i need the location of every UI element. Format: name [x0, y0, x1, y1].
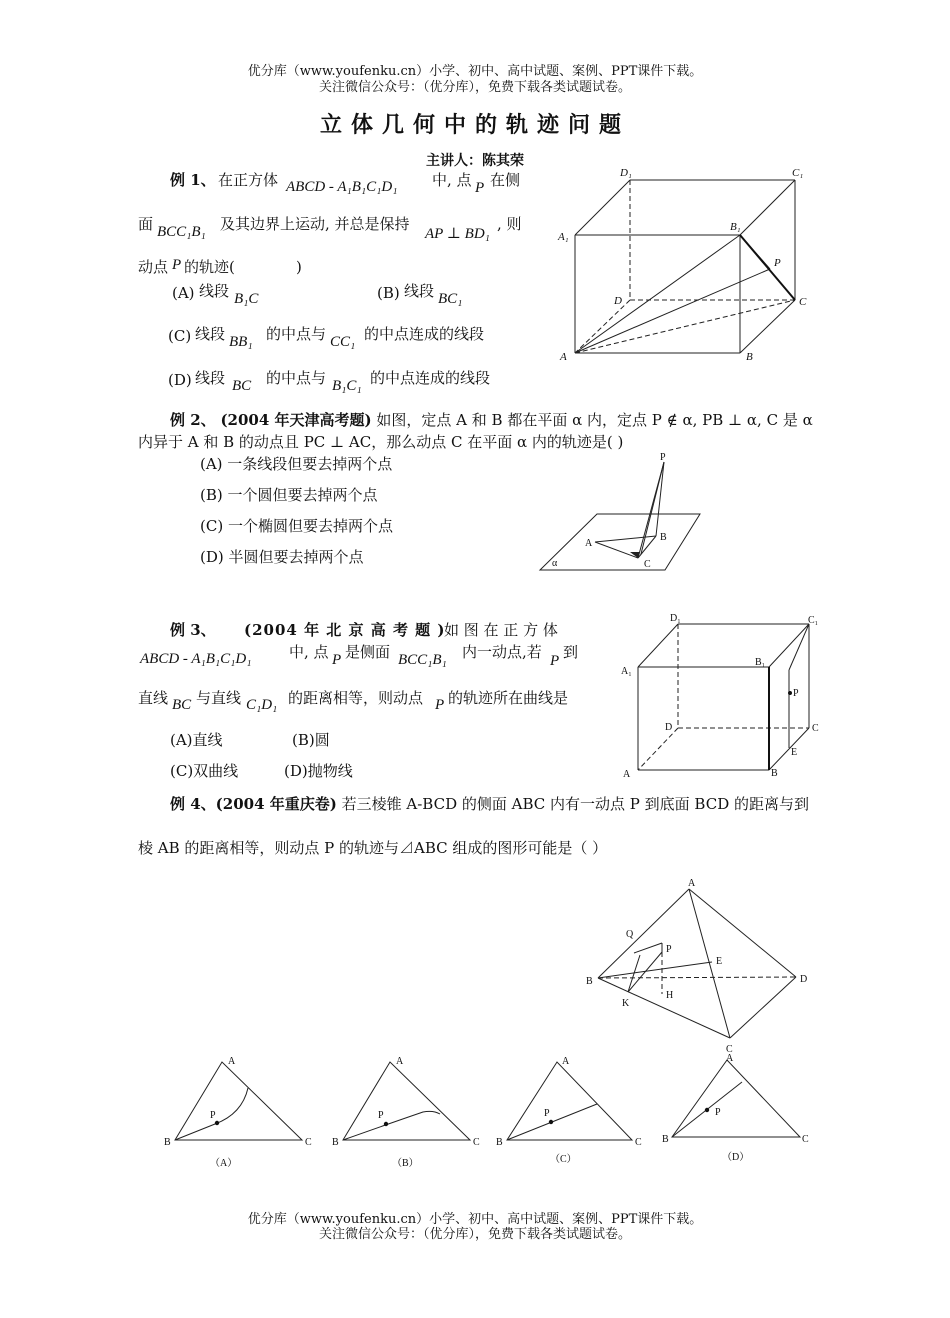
- fig4-label-a: A: [688, 878, 696, 889]
- ex3-text-2: 中, 点: [289, 643, 329, 661]
- ex1-option-d-c: 的中点连成的线段: [370, 369, 491, 387]
- ex4-answer-triangle-c: [492, 1052, 652, 1170]
- ex1-text-5: 及其边界上运动, 并总是保持: [220, 215, 410, 233]
- tri-d-label-a: A: [726, 1053, 734, 1064]
- fig4-label-e: E: [716, 956, 723, 967]
- ex3-line-cd: C₁D₁: [246, 697, 278, 713]
- fig2-label-p: P: [660, 452, 666, 463]
- tri-d-label-b: B: [662, 1134, 669, 1145]
- ex4-text-1: 若三棱锥 A-BCD 的侧面 ABC 内有一动点 P 到底面 BCD 的距离与到: [341, 795, 809, 813]
- ex1-option-a: 线段: [199, 282, 230, 300]
- ex4-answer-triangle-b: [328, 1052, 488, 1170]
- fig2-label-b: B: [660, 532, 667, 543]
- ex1-option-c-b: 的中点与: [266, 325, 327, 343]
- ex1-option-d-math-1: BC: [232, 378, 252, 394]
- tri-a-label-b: B: [164, 1137, 171, 1148]
- tri-b-label-c: C: [473, 1137, 480, 1148]
- page-title: 立体几何中的轨迹问题: [319, 112, 630, 138]
- ex1-option-b: 线段: [404, 282, 435, 300]
- fig2-label-c: C: [644, 559, 651, 570]
- ex1-point-p-2: P: [172, 257, 182, 273]
- ex3-label: 例 3、: [170, 621, 216, 639]
- ex1-option-c-math-2: CC₁: [330, 334, 356, 350]
- fig1-label-d1: D₁: [620, 167, 632, 179]
- fig3-label-b1: B₁: [755, 657, 766, 668]
- fig1-label-a1: A₁: [558, 231, 569, 243]
- tri-c-caption: （C）: [550, 1154, 577, 1165]
- ex3-text-8: 的距离相等，则动点: [288, 689, 424, 707]
- ex3-text-9: 的轨迹所在曲线是: [448, 689, 569, 707]
- tri-a-caption: （A）: [210, 1158, 238, 1169]
- fig1-label-c: C: [799, 296, 807, 308]
- tri-d-caption: （D）: [722, 1152, 750, 1163]
- fig1-label-c1: C₁: [792, 167, 804, 179]
- fig3-label-c1: C₁: [808, 615, 819, 626]
- ex1-option-c-label: (C): [168, 327, 192, 345]
- ex1-text-7: 动点: [138, 258, 169, 276]
- ex1-condition: AP ⊥ BD₁: [425, 226, 490, 242]
- ex3-point-p: P: [332, 652, 342, 668]
- fig1-label-d: D: [614, 295, 622, 307]
- ex3-option-c: (C)双曲线: [170, 762, 239, 780]
- ex1-option-a-label: (A): [172, 284, 195, 302]
- fig3-label-e: E: [791, 747, 798, 758]
- ex1-option-d-b: 的中点与: [266, 369, 327, 387]
- tri-b-label-p: P: [378, 1110, 384, 1121]
- ex3-line-bc: BC: [172, 697, 192, 713]
- ex1-text-1: 在正方体: [218, 171, 279, 189]
- ex1-text-9: ): [296, 258, 302, 276]
- ex3-text-5: 到: [563, 643, 579, 661]
- ex4-tetrahedron-figure: [582, 872, 822, 1057]
- ex3-text-4: 内一动点,若: [462, 643, 542, 661]
- ex2-option-b: (B) 一个圆但要去掉两个点: [200, 486, 378, 504]
- ex1-text-4: 面: [138, 215, 154, 233]
- ex1-cube-expr: ABCD - A₁B₁C₁D₁: [286, 179, 398, 195]
- tri-c-label-a: A: [562, 1056, 570, 1067]
- ex2-option-c: (C) 一个椭圆但要去掉两个点: [200, 517, 393, 535]
- ex1-option-a-math: B₁C: [234, 291, 259, 307]
- ex2-option-a: (A) 一条线段但要去掉两个点: [200, 455, 393, 473]
- tri-a-label-p: P: [210, 1110, 216, 1121]
- ex2-line-1: [170, 410, 813, 430]
- ex1-option-d-a: 线段: [195, 369, 226, 387]
- tri-c-label-p: P: [544, 1108, 550, 1119]
- ex3-option-a: (A)直线: [170, 731, 223, 749]
- ex1-text-8: 的轨迹(: [184, 258, 235, 276]
- ex1-option-c-c: 的中点连成的线段: [364, 325, 485, 343]
- header-line-1: 优分库（www.youfenku.cn）小学、初中、高中试题、案例、PPT课件下载。: [247, 64, 703, 79]
- fig1-label-b1: B₁: [730, 221, 741, 233]
- ex4-label: 例 4、: [170, 795, 216, 813]
- ex3-option-d: (D)抛物线: [284, 762, 353, 780]
- fig3-label-b: B: [771, 768, 778, 779]
- ex3-cube-figure: [612, 610, 827, 780]
- ex1-text-3: 在侧: [490, 171, 521, 189]
- tri-a-label-c: C: [305, 1137, 312, 1148]
- ex2-source: (2004 年天津高考题): [220, 411, 372, 429]
- ex3-text-3: 是侧面: [345, 643, 391, 661]
- speaker: 主讲人：陈其荣: [426, 153, 524, 169]
- fig3-label-a1: A₁: [621, 666, 632, 677]
- ex2-text-1: 如图，定点 A 和 B 都在平面 α 内，定点 P ∉ α, PB ⊥ α, C 是 α: [376, 411, 813, 429]
- fig4-label-q: Q: [626, 929, 634, 940]
- ex1-option-b-math: BC₁: [438, 291, 463, 307]
- ex3-cube-expr: ABCD - A₁B₁C₁D₁: [140, 651, 252, 667]
- ex1-text-6: , 则: [497, 215, 522, 233]
- ex4-source: (2004 年重庆卷): [215, 795, 337, 813]
- ex4-line-2: 棱 AB 的距离相等，则动点 P 的轨迹与⊿ABC 组成的图形可能是（ ）: [138, 839, 608, 857]
- ex4-answer-triangle-a: [160, 1052, 320, 1170]
- fig4-label-p: P: [666, 944, 672, 955]
- ex1-label: 例 1、: [170, 171, 216, 189]
- fig4-label-d: D: [800, 974, 808, 985]
- footer-line-2: 关注微信公众号：（优分库），免费下载各类试题试卷。: [318, 1227, 631, 1242]
- tri-b-label-a: A: [396, 1056, 404, 1067]
- ex3-point-p-2: P: [550, 653, 560, 669]
- fig3-label-p: P: [793, 688, 799, 699]
- ex2-label: 例 2、: [170, 411, 216, 429]
- ex1-option-c-math-1: BB₁: [229, 334, 253, 350]
- ex1-cube-figure: [550, 160, 820, 370]
- ex3-text-1: 如 图 在 正 方 体: [444, 621, 558, 639]
- ex1-text-2: 中, 点: [432, 171, 472, 189]
- ex3-text-7: 与直线: [196, 689, 242, 707]
- ex1-option-c-a: 线段: [195, 325, 226, 343]
- ex3-face: BCC₁B₁: [398, 652, 447, 668]
- ex2-plane-figure: [540, 452, 710, 577]
- fig4-label-h: H: [666, 990, 674, 1001]
- ex2-option-d: (D) 半圆但要去掉两个点: [200, 548, 364, 566]
- header-line-2: 关注微信公众号：（优分库），免费下载各类试题试卷。: [318, 80, 631, 95]
- tri-c-label-c: C: [635, 1137, 642, 1148]
- tri-b-label-b: B: [332, 1137, 339, 1148]
- fig1-label-a: A: [560, 351, 567, 363]
- ex3-source: (2004 年 北 京 高 考 题 ): [244, 621, 446, 639]
- ex3-point-p-3: P: [435, 697, 445, 713]
- ex1-point-p: P: [475, 180, 485, 196]
- tri-c-label-b: B: [496, 1137, 503, 1148]
- ex4-answer-triangle-d: [660, 1052, 820, 1170]
- fig4-label-b: B: [586, 976, 593, 987]
- ex3-text-6: 直线: [138, 689, 169, 707]
- fig3-label-d1: D₁: [670, 613, 681, 624]
- ex1-option-d-label: (D): [168, 371, 192, 389]
- ex4-line-1: [170, 794, 809, 814]
- tri-d-label-c: C: [802, 1134, 809, 1145]
- tri-a-label-a: A: [228, 1056, 236, 1067]
- fig3-label-c: C: [812, 723, 819, 734]
- fig1-label-p: P: [774, 257, 781, 269]
- fig4-label-c: C: [726, 1044, 733, 1055]
- ex3-option-b: (B)圆: [292, 731, 330, 749]
- fig3-label-d: D: [665, 722, 673, 733]
- fig1-label-b: B: [746, 351, 753, 363]
- fig2-label-alpha: α: [552, 558, 558, 569]
- footer-line-1: 优分库（www.youfenku.cn）小学、初中、高中试题、案例、PPT课件下载。: [247, 1212, 703, 1227]
- tri-b-caption: （B）: [392, 1158, 419, 1169]
- ex1-option-b-label: (B): [377, 284, 400, 302]
- fig2-label-a: A: [585, 538, 593, 549]
- ex1-face: BCC₁B₁: [157, 224, 206, 240]
- fig3-label-a: A: [623, 769, 631, 780]
- ex1-option-d-math-2: B₁C₁: [332, 378, 362, 394]
- ex2-line-2: 内异于 A 和 B 的动点且 PC ⊥ AC，那么动点 C 在平面 α 内的轨迹是( ): [138, 433, 624, 451]
- tri-d-label-p: P: [715, 1107, 721, 1118]
- fig4-label-k: K: [622, 998, 630, 1009]
